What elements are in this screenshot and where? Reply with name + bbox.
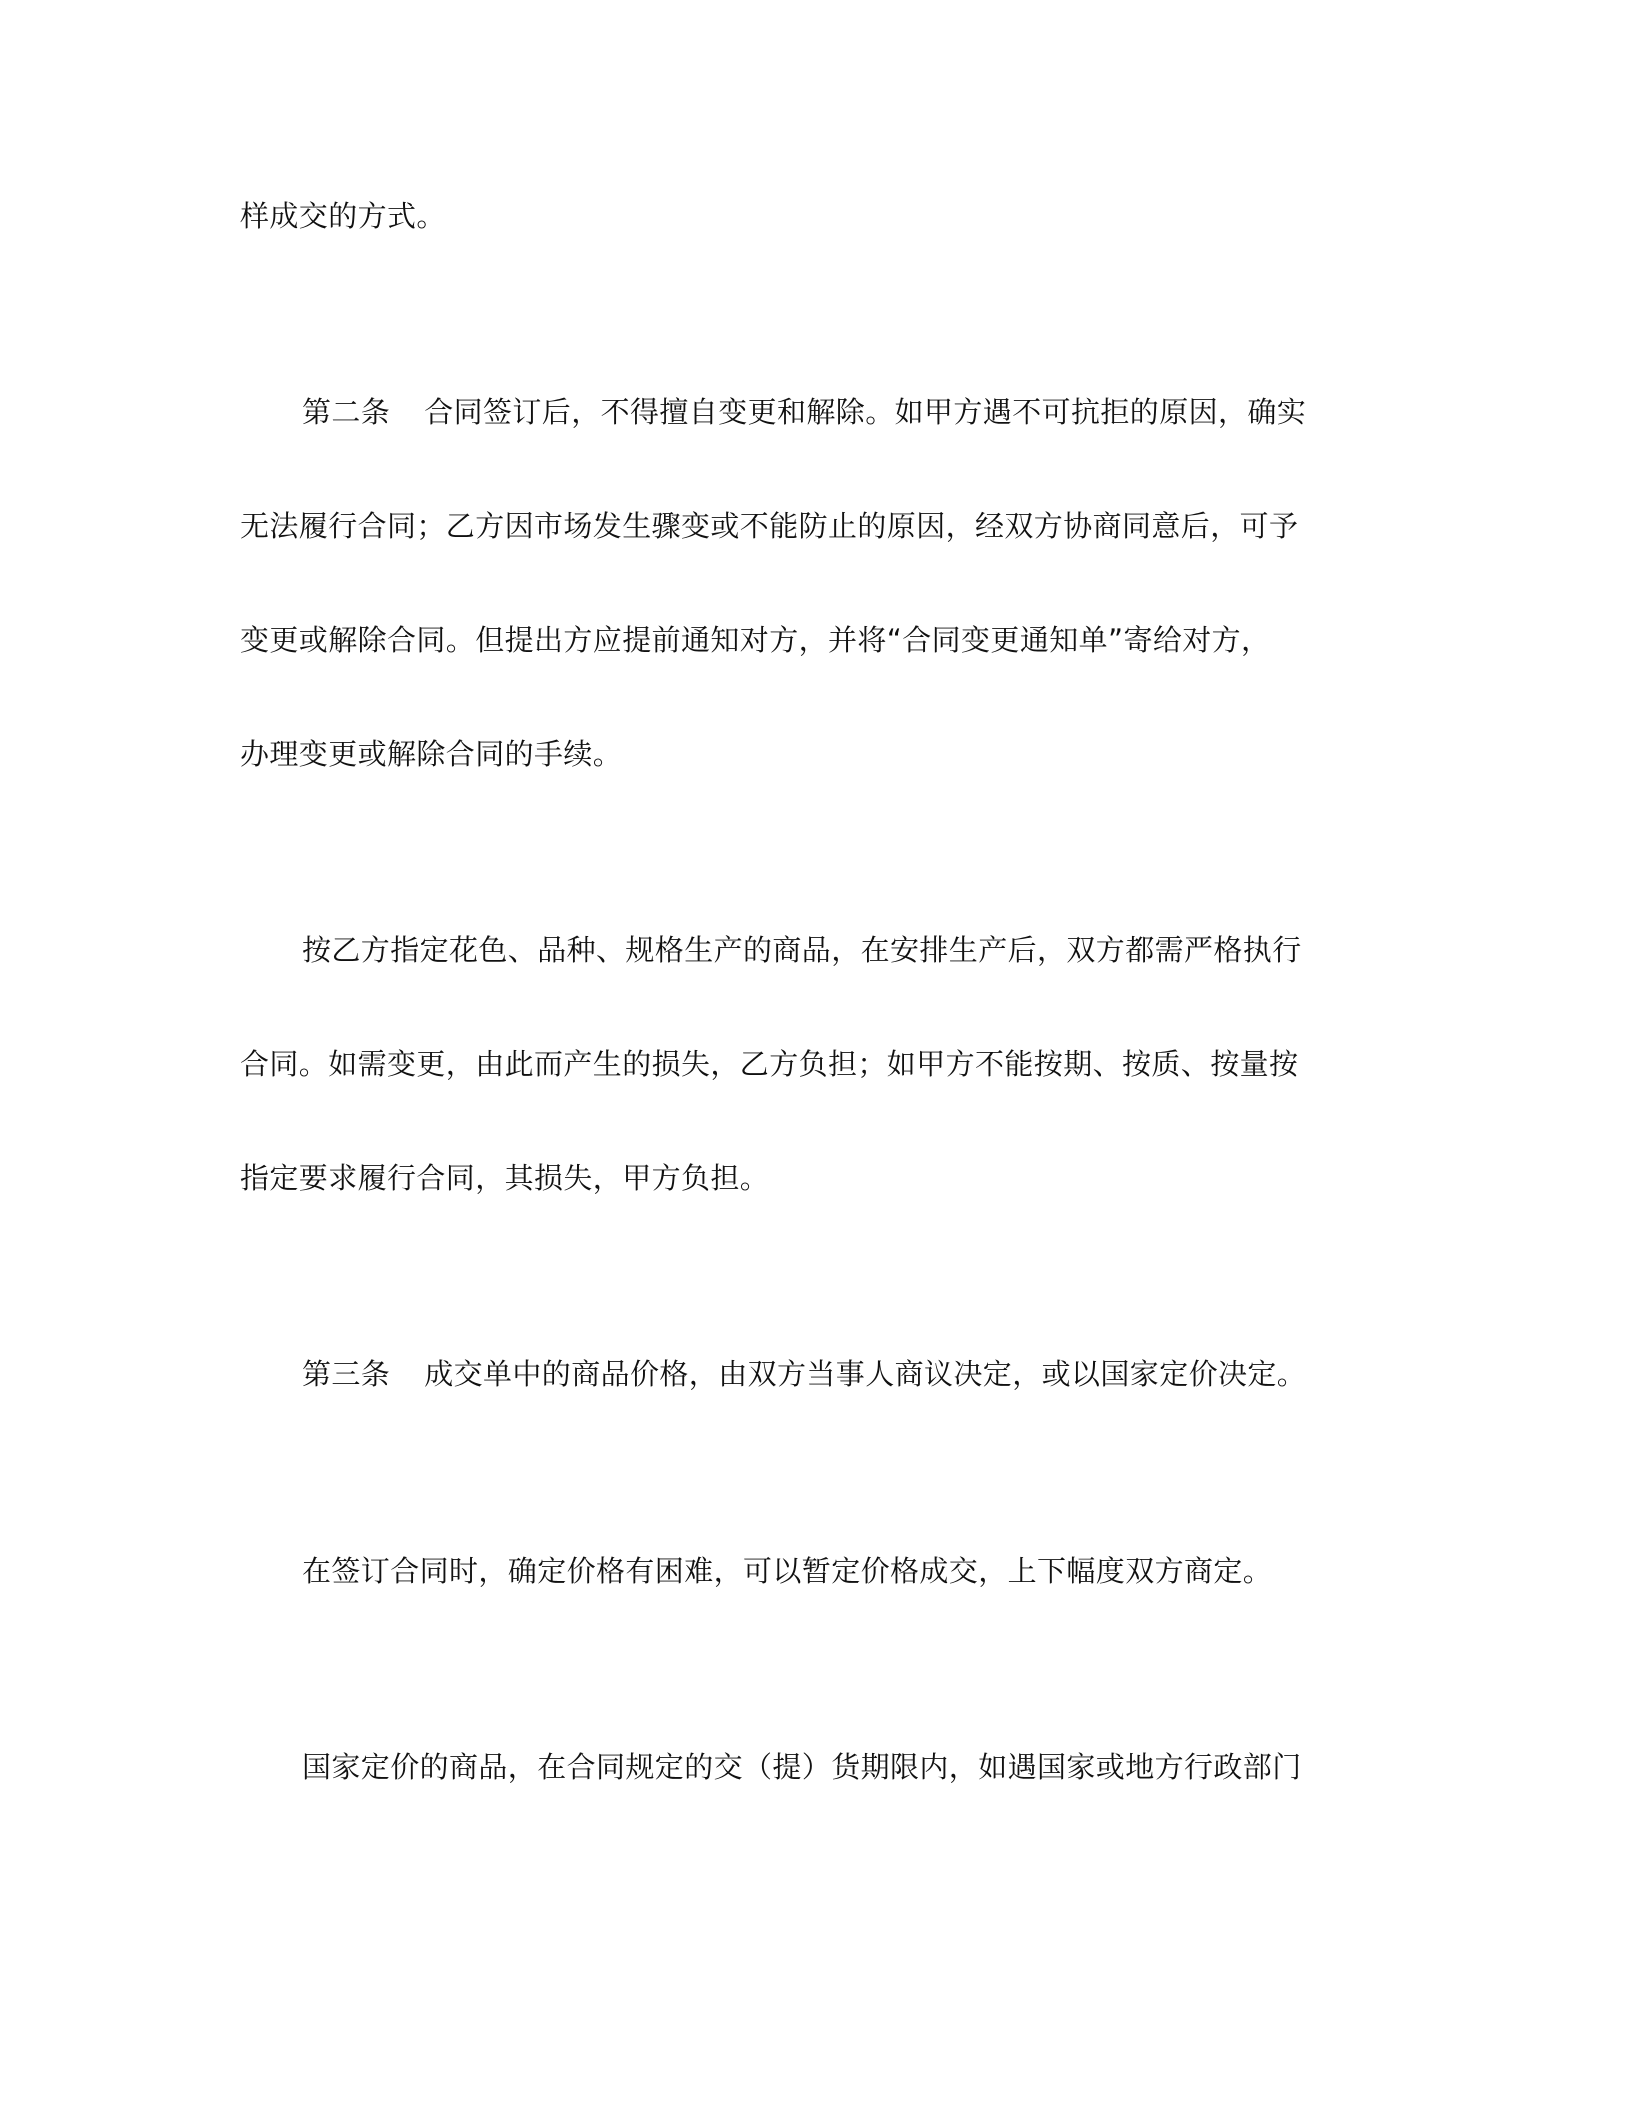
article-2-text-line-4: 办理变更或解除合同的手续。 xyxy=(240,737,623,771)
state-price-paragraph: 国家定价的商品，在合同规定的交（提）货期限内，如遇国家或地方行政部门 xyxy=(302,1750,1302,1784)
custom-goods-line-3: 指定要求履行合同，其损失，甲方负担。 xyxy=(240,1161,770,1195)
article-2-text-line-1: 合同签订后，不得擅自变更和解除。如甲方遇不可抗拒的原因，确实 xyxy=(424,395,1307,429)
article-3-line xyxy=(302,1354,1306,1394)
custom-goods-line-2: 合同。如需变更，由此而产生的损失，乙方负担；如甲方不能按期、按质、按量按 xyxy=(240,1047,1299,1081)
article-3-number: 第三条 xyxy=(302,1357,391,1391)
article-2-first-line xyxy=(302,392,1306,432)
tentative-price-paragraph: 在签订合同时，确定价格有困难，可以暂定价格成交，上下幅度双方商定。 xyxy=(302,1554,1273,1588)
article-3-text: 成交单中的商品价格，由双方当事人商议决定，或以国家定价决定。 xyxy=(424,1357,1307,1391)
article-2-text-line-2: 无法履行合同；乙方因市场发生骤变或不能防止的原因，经双方协商同意后，可予 xyxy=(240,509,1299,543)
continuation-line: 样成交的方式。 xyxy=(240,199,446,233)
article-2-text-line-3: 变更或解除合同。但提出方应提前通知对方，并将“合同变更通知单”寄给对方， xyxy=(240,623,1271,657)
custom-goods-line-1: 按乙方指定花色、品种、规格生产的商品，在安排生产后，双方都需严格执行 xyxy=(302,933,1302,967)
article-2-number: 第二条 xyxy=(302,395,391,429)
